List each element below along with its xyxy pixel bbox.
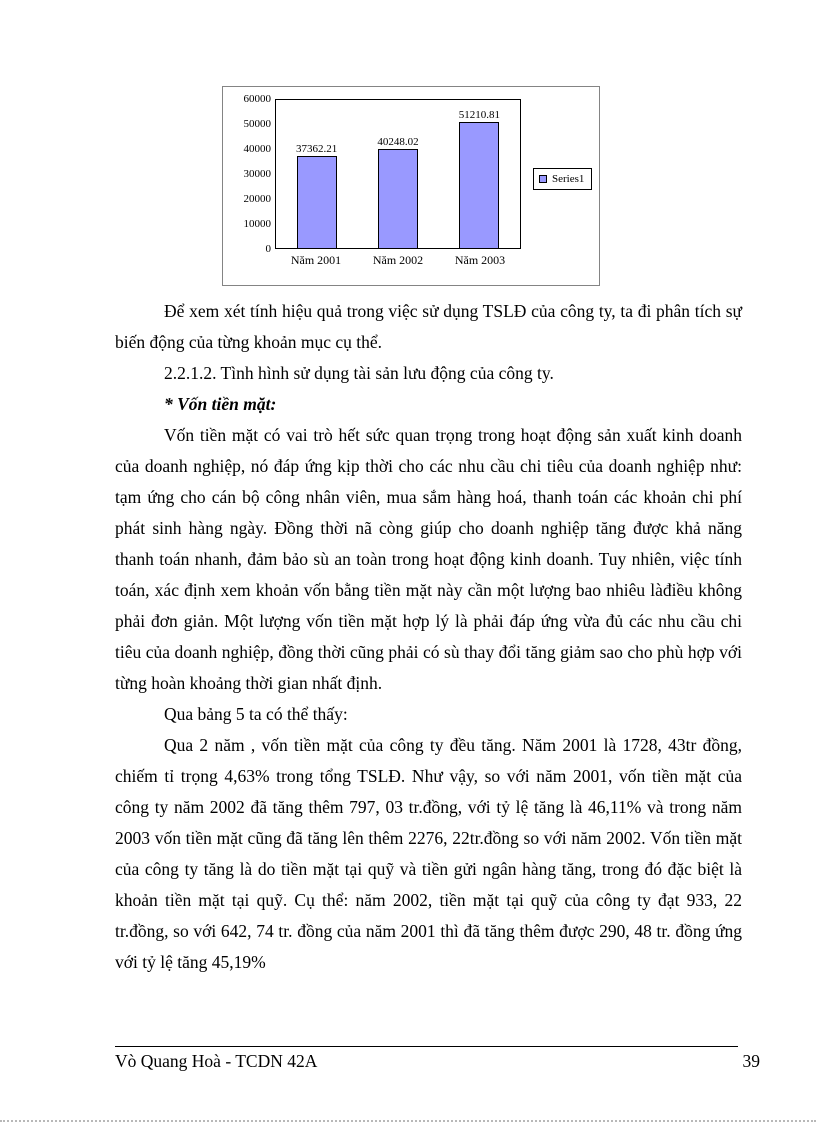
y-tick-label: 20000 xyxy=(243,193,271,205)
section-heading: 2.2.1.2. Tình hình sử dụng tài sản lưu động của công ty. xyxy=(164,363,554,383)
bar-value-label: 51210.81 xyxy=(458,108,500,121)
legend-label: Series1 xyxy=(552,172,585,185)
bar-value-label: 37362.21 xyxy=(296,142,338,155)
chart-legend xyxy=(533,168,592,190)
x-tick-label: Năm 2001 xyxy=(290,253,342,267)
body-paragraph-cash: Vốn tiền mặt có vai trò hết sức quan trọng trong hoạt động sản xuất kinh doanh của doanh nghiệp, nó đáp ứng kịp thời cho các nhu cầu chi tiêu của doanh nghiệp như: tạm ứng cho cán bộ công nhân viên, mua sắm hàng hoá, thanh toán các khoản chi phí phát sinh hàng ngày. Đồng thời nã còng giúp cho doanh nghiệp tăng được khả năng thanh toán nhanh, đảm bảo sù an toàn trong hoạt động kinh doanh. Tuy nhiên, việc tính toán, xác định xem khoản vốn bằng tiền mặt này cần một lượng bao nhiêu làđiều không phải đơn giản. Một lượng vốn tiền mặt hợp lý là phải đáp ứng vừa đủ các nhu cầu chi tiêu của doanh nghiệp, đồng thời cũng phải có sù thay đổi tăng giảm sao cho phù hợp với từng hoàn khoảng thời gian nhất định. xyxy=(115,425,742,693)
y-tick-label: 40000 xyxy=(243,143,271,155)
chart-y-axis xyxy=(229,94,275,254)
y-tick-label: 10000 xyxy=(243,218,271,230)
chart-plot-area xyxy=(275,99,521,249)
page-edge-dots xyxy=(0,1120,816,1122)
document-body xyxy=(115,296,742,978)
chart-x-axis xyxy=(275,253,521,268)
footer-rule xyxy=(115,1046,738,1047)
bar-slot xyxy=(357,100,438,248)
bar xyxy=(297,156,337,248)
chart-area xyxy=(223,87,599,268)
page-footer xyxy=(115,1046,760,1074)
bar xyxy=(378,149,418,248)
x-tick-label: Năm 2003 xyxy=(454,253,506,267)
footer-page-number: 39 xyxy=(742,1051,760,1071)
bar xyxy=(459,122,499,248)
bar-value-label: 40248.02 xyxy=(377,135,419,148)
footer-row xyxy=(115,1048,760,1074)
body-paragraph-analysis: Qua 2 năm , vốn tiền mặt của công ty đều tăng. Năm 2001 là 1728, 43tr đồng, chiếm tỉ trọng 4,63% trong tổng TSLĐ. Như vậy, so với năm 2001, vốn tiền mặt của công ty năm 2002 đã tăng thêm 797, 03 tr.đồng, với tỷ lệ tăng là 46,11% và trong năm 2003 vốn tiền mặt cũng đã tăng lên thêm 2276, 22tr.đồng so với năm 2002. Vốn tiền mặt của công ty tăng là do tiền mặt tại quỹ và tiền gửi ngân hàng tăng, trong đó đặc biệt là khoản tiền mặt tại quỹ. Cụ thể: năm 2002, tiền mặt tại quỹ của công ty đạt 933, 22 tr.đồng, so với 642, 74 tr. đồng của năm 2001 thì đã tăng thêm được 290, 48 tr. đồng ứng với tỷ lệ tăng 45,19% xyxy=(115,735,742,972)
lead-in-paragraph: Qua bảng 5 ta có thể thấy: xyxy=(164,704,348,724)
y-tick-label: 60000 xyxy=(243,93,271,105)
series1-swatch-icon xyxy=(539,175,547,183)
footer-author: Vò Quang Hoà - TCDN 42A xyxy=(115,1051,318,1071)
intro-paragraph: Để xem xét tính hiệu quả trong việc sử dụng TSLĐ của công ty, ta đi phân tích sự biến động của từng khoản mục cụ thể. xyxy=(115,301,742,352)
bar-slot xyxy=(276,100,357,248)
bar-chart xyxy=(222,86,600,286)
x-tick-label: Năm 2002 xyxy=(372,253,424,267)
y-tick-label: 30000 xyxy=(243,168,271,180)
y-tick-label: 0 xyxy=(265,243,271,255)
chart-plot-column xyxy=(275,99,521,268)
bar-slot xyxy=(439,100,520,248)
subsection-heading: * Vốn tiền mặt: xyxy=(164,394,277,414)
y-tick-label: 50000 xyxy=(243,118,271,130)
